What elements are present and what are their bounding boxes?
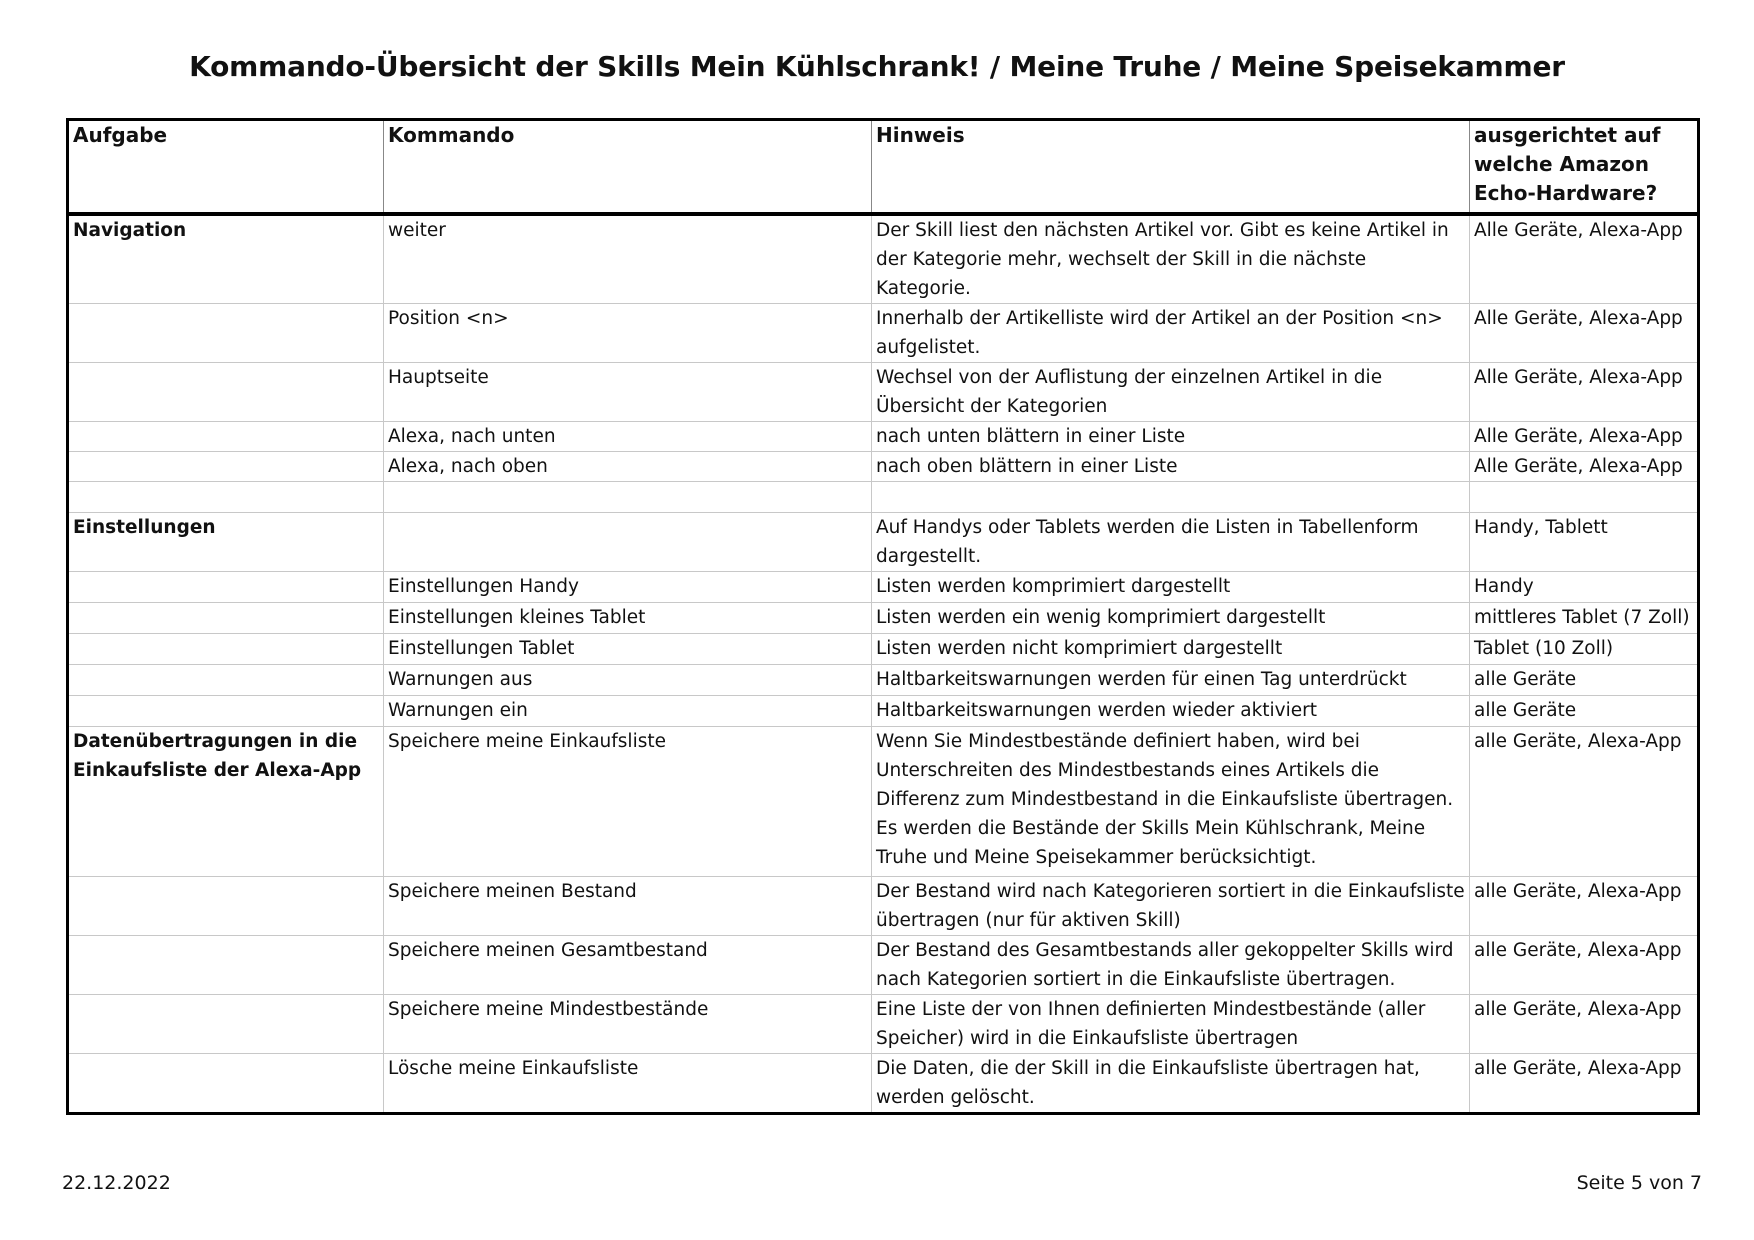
cell-command: Alexa, nach oben <box>384 452 872 482</box>
cell-hint: Listen werden nicht komprimiert dargestellt <box>872 634 1470 665</box>
table-row <box>68 482 1699 513</box>
cell-hint: Der Skill liest den nächsten Artikel vor. Gibt es keine Artikel in der Kategorie mehr, wechselt der Skill in die nächste Kategorie. <box>872 214 1470 304</box>
cell-task <box>68 482 384 513</box>
table-row <box>68 603 1699 634</box>
table-row <box>68 634 1699 665</box>
table-row <box>68 665 1699 696</box>
cell-hardware: alle Geräte, Alexa-App <box>1470 877 1699 936</box>
cell-hint: Der Bestand des Gesamtbestands aller gekoppelter Skills wird nach Kategorien sortiert in die Einkaufsliste übertragen. <box>872 936 1470 995</box>
table-row <box>68 696 1699 727</box>
cell-task <box>68 572 384 603</box>
cell-task <box>68 995 384 1054</box>
cell-command: Einstellungen Handy <box>384 572 872 603</box>
cell-hint: Haltbarkeitswarnungen werden wieder aktiviert <box>872 696 1470 727</box>
header-hint: Hinweis <box>872 120 1470 215</box>
table-row <box>68 304 1699 363</box>
cell-task <box>68 1054 384 1114</box>
cell-task <box>68 452 384 482</box>
table-row <box>68 877 1699 936</box>
cell-hardware: mittleres Tablet (7 Zoll) <box>1470 603 1699 634</box>
cell-task <box>68 936 384 995</box>
cell-hardware: Alle Geräte, Alexa-App <box>1470 304 1699 363</box>
table-row <box>68 363 1699 422</box>
cell-command: Lösche meine Einkaufsliste <box>384 1054 872 1114</box>
cell-hardware: Alle Geräte, Alexa-App <box>1470 363 1699 422</box>
cell-task <box>68 877 384 936</box>
command-table <box>66 118 1700 1115</box>
cell-command: Speichere meinen Gesamtbestand <box>384 936 872 995</box>
cell-command: Einstellungen kleines Tablet <box>384 603 872 634</box>
table-row <box>68 727 1699 877</box>
cell-hardware <box>1470 482 1699 513</box>
cell-task: Einstellungen <box>68 513 384 572</box>
cell-command: Einstellungen Tablet <box>384 634 872 665</box>
cell-task <box>68 422 384 452</box>
cell-hint <box>872 482 1470 513</box>
cell-command: Hauptseite <box>384 363 872 422</box>
cell-hardware: Handy, Tablett <box>1470 513 1699 572</box>
cell-hardware: alle Geräte, Alexa-App <box>1470 995 1699 1054</box>
cell-command: Speichere meinen Bestand <box>384 877 872 936</box>
header-hardware: ausgerichtet auf welche Amazon Echo-Hardware? <box>1470 120 1699 215</box>
cell-command: weiter <box>384 214 872 304</box>
cell-hardware: alle Geräte, Alexa-App <box>1470 1054 1699 1114</box>
cell-hardware: Alle Geräte, Alexa-App <box>1470 452 1699 482</box>
cell-hint: Wechsel von der Auflistung der einzelnen Artikel in die Übersicht der Kategorien <box>872 363 1470 422</box>
cell-command: Position <n> <box>384 304 872 363</box>
cell-hint: nach oben blättern in einer Liste <box>872 452 1470 482</box>
cell-task: Datenübertragungen in die Einkaufsliste der Alexa-App <box>68 727 384 877</box>
cell-hint: nach unten blättern in einer Liste <box>872 422 1470 452</box>
table-row <box>68 513 1699 572</box>
table-header-row <box>68 120 1699 215</box>
cell-task <box>68 304 384 363</box>
cell-task <box>68 634 384 665</box>
cell-hardware: Alle Geräte, Alexa-App <box>1470 422 1699 452</box>
cell-command: Speichere meine Einkaufsliste <box>384 727 872 877</box>
cell-task <box>68 363 384 422</box>
cell-hardware: alle Geräte <box>1470 696 1699 727</box>
table-row <box>68 936 1699 995</box>
cell-command: Warnungen ein <box>384 696 872 727</box>
table-row <box>68 572 1699 603</box>
cell-hardware: Handy <box>1470 572 1699 603</box>
cell-hardware: Tablet (10 Zoll) <box>1470 634 1699 665</box>
cell-task <box>68 603 384 634</box>
table-row <box>68 214 1699 304</box>
cell-command: Speichere meine Mindestbestände <box>384 995 872 1054</box>
table-row <box>68 422 1699 452</box>
cell-command <box>384 482 872 513</box>
cell-hardware: alle Geräte, Alexa-App <box>1470 727 1699 877</box>
cell-task <box>68 696 384 727</box>
cell-hint: Eine Liste der von Ihnen definierten Mindestbestände (aller Speicher) wird in die Einkaufsliste übertragen <box>872 995 1470 1054</box>
cell-command <box>384 513 872 572</box>
cell-task: Navigation <box>68 214 384 304</box>
footer-date: 22.12.2022 <box>62 1172 171 1194</box>
header-command: Kommando <box>384 120 872 215</box>
footer-page-number: Seite 5 von 7 <box>1576 1172 1702 1194</box>
cell-hint: Der Bestand wird nach Kategorieren sortiert in die Einkaufsliste übertragen (nur für aktiven Skill) <box>872 877 1470 936</box>
cell-command: Warnungen aus <box>384 665 872 696</box>
table-row <box>68 452 1699 482</box>
cell-hint: Auf Handys oder Tablets werden die Listen in Tabellenform dargestellt. <box>872 513 1470 572</box>
document-title: Kommando-Übersicht der Skills Mein Kühlschrank! / Meine Truhe / Meine Speisekammer <box>189 50 1565 83</box>
cell-hint: Die Daten, die der Skill in die Einkaufsliste übertragen hat, werden gelöscht. <box>872 1054 1470 1114</box>
cell-hardware: Alle Geräte, Alexa-App <box>1470 214 1699 304</box>
header-task: Aufgabe <box>68 120 384 215</box>
cell-hint: Wenn Sie Mindestbestände definiert haben, wird bei Unterschreiten des Mindestbestands eines Artikels die Differenz zum Mindestbestand in die Einkaufsliste übertragen. Es werden die Bestände der Skills Mein Kühlschrank, Meine Truhe und Meine Speisekammer berücksichtigt. <box>872 727 1470 877</box>
table-body <box>68 214 1699 1114</box>
table-row <box>68 995 1699 1054</box>
cell-hint: Haltbarkeitswarnungen werden für einen Tag unterdrückt <box>872 665 1470 696</box>
cell-hint: Listen werden ein wenig komprimiert dargestellt <box>872 603 1470 634</box>
cell-command: Alexa, nach unten <box>384 422 872 452</box>
cell-hint: Innerhalb der Artikelliste wird der Artikel an der Position <n> aufgelistet. <box>872 304 1470 363</box>
cell-hardware: alle Geräte, Alexa-App <box>1470 936 1699 995</box>
cell-hint: Listen werden komprimiert dargestellt <box>872 572 1470 603</box>
cell-hardware: alle Geräte <box>1470 665 1699 696</box>
table-row <box>68 1054 1699 1114</box>
cell-task <box>68 665 384 696</box>
